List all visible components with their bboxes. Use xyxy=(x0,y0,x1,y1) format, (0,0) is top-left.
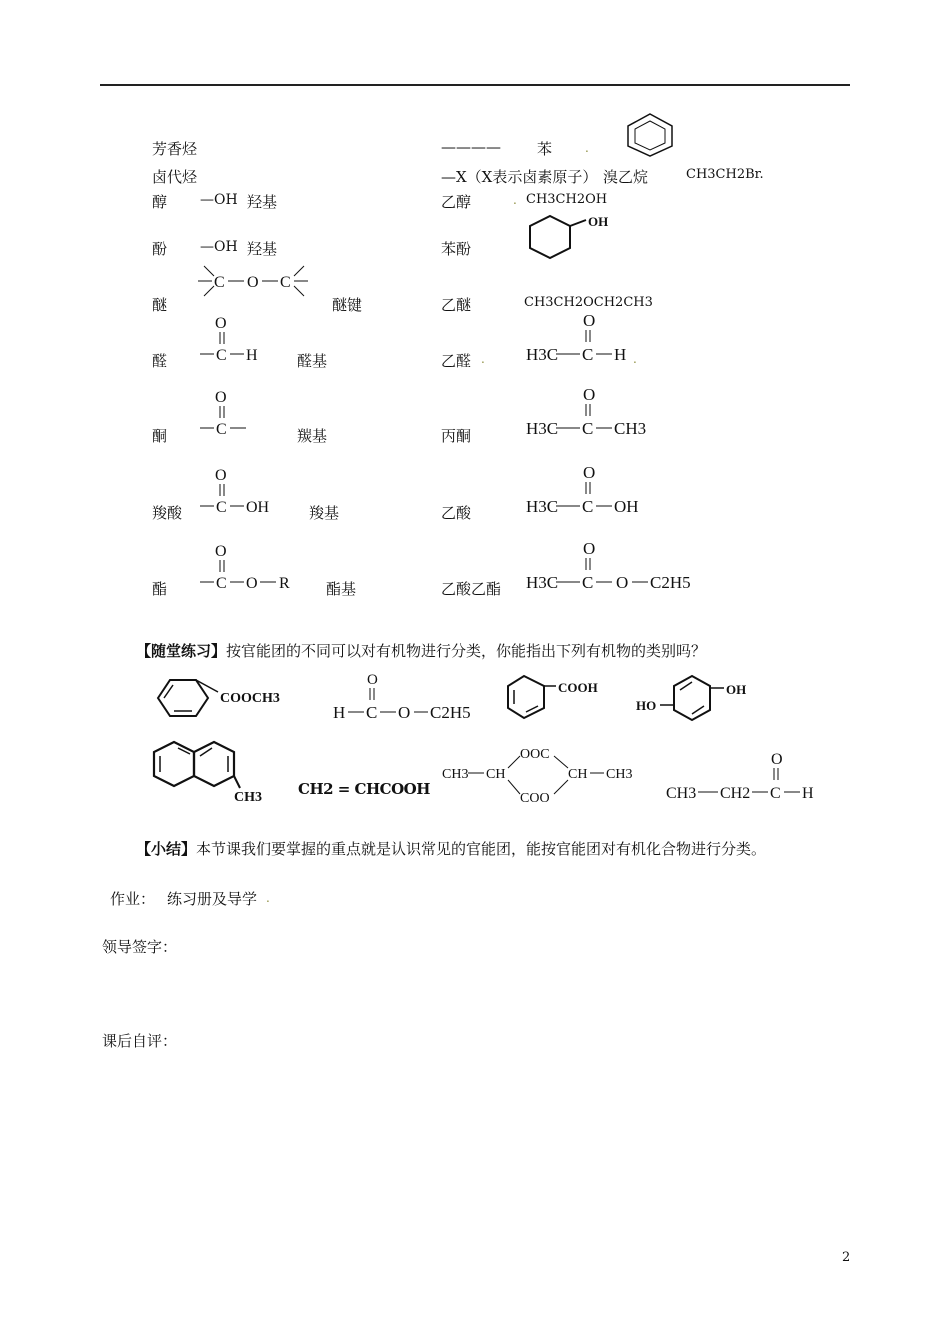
class-alcohol: 醇 xyxy=(152,193,168,211)
svg-text:O: O xyxy=(215,467,227,484)
ester-group-structure xyxy=(198,540,308,596)
svg-text:C: C xyxy=(582,573,594,592)
svg-text:O: O xyxy=(367,672,378,688)
svg-text:O: O xyxy=(616,573,629,592)
acetaldehyde-structure xyxy=(526,310,646,370)
summary-heading: 【小结】 xyxy=(136,840,197,858)
example-acetaldehyde: 乙醛 xyxy=(441,352,472,370)
group-name-aldehyde: 醛基 xyxy=(297,352,328,370)
svg-text:C2H5: C2H5 xyxy=(650,573,691,592)
example-phenol: 苯酚 xyxy=(441,240,472,258)
svg-text:O: O xyxy=(215,315,227,332)
compound-cyclic-diester xyxy=(440,740,640,808)
svg-text:CH: CH xyxy=(568,767,588,782)
compound-propanal xyxy=(664,748,834,804)
class-ketone: 酮 xyxy=(152,427,168,445)
class-ester: 酯 xyxy=(152,580,168,598)
class-halide: 卤代烃 xyxy=(152,168,198,186)
svg-text:CH3: CH3 xyxy=(614,419,647,438)
phenol-structure xyxy=(524,210,624,262)
group-name-hydroxyl-2: 羟基 xyxy=(247,240,278,258)
benzene-structure xyxy=(622,110,678,158)
svg-text:H: H xyxy=(802,785,814,802)
dot-mark: . xyxy=(585,141,589,155)
svg-text:OH: OH xyxy=(246,499,270,516)
svg-text:COOCH3: COOCH3 xyxy=(220,691,280,706)
compound-benzoic-acid xyxy=(504,668,614,724)
svg-text:COO: COO xyxy=(520,791,550,806)
group-name-carboxyl: 羧基 xyxy=(309,504,340,522)
svg-text:H3C: H3C xyxy=(526,419,559,438)
svg-text:O: O xyxy=(215,543,227,560)
compound-methylnaphthalene xyxy=(150,736,270,806)
compound-hydroquinone xyxy=(634,668,764,724)
svg-text:O: O xyxy=(771,751,783,768)
formula-ethanol: CH3CH2OH xyxy=(526,192,608,207)
group-name-hydroxyl: 羟基 xyxy=(247,193,278,211)
svg-text:OOC: OOC xyxy=(520,747,550,762)
group-halide: —X（X表示卤素原子） xyxy=(441,168,598,186)
svg-text:OH: OH xyxy=(726,682,747,697)
ethyl-acetate-structure xyxy=(526,538,696,598)
svg-text:CH: CH xyxy=(486,767,506,782)
group-aromatic: ———— xyxy=(441,138,501,156)
svg-text:O: O xyxy=(247,274,259,291)
class-carboxylic-acid: 羧酸 xyxy=(152,504,183,522)
group-name-ester: 酯基 xyxy=(326,580,357,598)
svg-text:C: C xyxy=(366,703,378,722)
acetone-structure xyxy=(526,384,656,444)
example-bromoethane: 溴乙烷 xyxy=(603,168,649,186)
dot-mark: . xyxy=(513,193,517,207)
formula-bromoethane: CH3CH2Br. xyxy=(686,167,764,182)
svg-text:C: C xyxy=(582,345,594,364)
svg-text:H: H xyxy=(246,347,258,364)
example-acetone: 丙酮 xyxy=(441,427,472,445)
class-aromatic: 芳香烃 xyxy=(152,140,198,158)
acetic-acid-structure xyxy=(526,462,656,522)
svg-text:H: H xyxy=(333,703,346,722)
class-ether: 醚 xyxy=(152,296,168,314)
carboxyl-group-structure xyxy=(198,464,288,520)
group-alcohol: —OH xyxy=(200,192,238,208)
svg-text:C: C xyxy=(216,499,227,516)
compound-ethyl-formate xyxy=(330,670,480,728)
dot-mark: . xyxy=(633,352,637,366)
practice-text: 按官能团的不同可以对有机物进行分类，你能指出下列有机物的类别吗？ xyxy=(226,642,707,660)
class-aldehyde: 醛 xyxy=(152,352,168,370)
self-evaluation-label: 课后自评： xyxy=(102,1032,178,1050)
homework-label: 作业： xyxy=(110,890,156,908)
svg-text:C: C xyxy=(280,274,291,291)
svg-text:R: R xyxy=(279,575,290,592)
svg-text:C: C xyxy=(214,274,225,291)
svg-text:O: O xyxy=(583,463,596,482)
compound-acrylic-acid: CH2 = CHCOOH xyxy=(298,780,430,798)
dot-mark: . xyxy=(481,352,485,366)
page-number: 2 xyxy=(842,1250,851,1265)
svg-text:C: C xyxy=(216,575,227,592)
svg-text:C: C xyxy=(770,785,781,802)
example-benzene: 苯 xyxy=(537,140,553,158)
leader-signature-label: 领导签字： xyxy=(102,938,178,956)
ketone-group-structure xyxy=(198,386,258,442)
svg-text:C: C xyxy=(582,497,594,516)
dot-mark: . xyxy=(266,891,270,905)
ether-group-structure xyxy=(192,262,322,306)
formula-ether: CH3CH2OCH2CH3 xyxy=(524,295,653,310)
svg-text:CH3: CH3 xyxy=(666,785,697,802)
summary-line xyxy=(136,838,766,859)
group-phenol: —OH xyxy=(200,239,238,255)
svg-text:O: O xyxy=(583,311,596,330)
example-ethanol: 乙醇 xyxy=(441,193,472,211)
group-name-carbonyl: 羰基 xyxy=(297,427,328,445)
svg-text:C2H5: C2H5 xyxy=(430,703,471,722)
svg-text:O: O xyxy=(398,703,411,722)
example-ethyl-acetate: 乙酸乙酯 xyxy=(441,580,502,598)
svg-text:H3C: H3C xyxy=(526,497,559,516)
summary-text: 本节课我们要掌握的重点就是认识常见的官能团，能按官能团对有机化合物进行分类。 xyxy=(196,840,767,858)
svg-text:CH2: CH2 xyxy=(720,785,751,802)
compound-methyl-benzoate xyxy=(152,672,302,722)
svg-text:O: O xyxy=(215,389,227,406)
class-phenol: 酚 xyxy=(152,240,168,258)
practice-heading: 【随堂练习】 xyxy=(136,642,227,660)
example-acetic-acid: 乙酸 xyxy=(441,504,472,522)
svg-text:HO: HO xyxy=(636,698,657,713)
svg-text:O: O xyxy=(583,385,596,404)
svg-text:H3C: H3C xyxy=(526,345,559,364)
svg-text:COOH: COOH xyxy=(558,680,598,695)
svg-text:CH3: CH3 xyxy=(442,767,469,782)
homework-text: 练习册及导学 xyxy=(167,890,258,908)
aldehyde-group-structure xyxy=(198,312,278,368)
svg-text:O: O xyxy=(583,539,596,558)
svg-text:C: C xyxy=(216,347,227,364)
svg-text:H3C: H3C xyxy=(526,573,559,592)
phenol-oh-label: OH xyxy=(588,214,609,229)
svg-text:C: C xyxy=(582,419,594,438)
group-name-ether: 醚键 xyxy=(332,296,363,314)
svg-text:O: O xyxy=(246,575,258,592)
header-rule xyxy=(100,84,850,86)
practice-line xyxy=(136,640,706,661)
svg-text:H: H xyxy=(614,345,627,364)
svg-text:C: C xyxy=(216,421,227,438)
svg-text:CH3: CH3 xyxy=(234,790,262,805)
svg-text:OH: OH xyxy=(614,497,639,516)
svg-text:CH3: CH3 xyxy=(606,767,633,782)
example-ether: 乙醚 xyxy=(441,296,472,314)
